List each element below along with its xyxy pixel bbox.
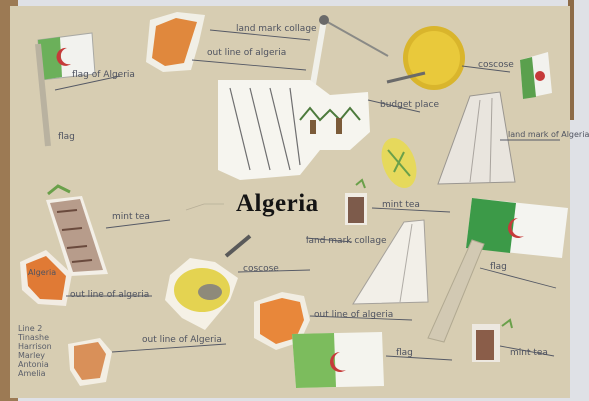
label-land-mark-collage-mid: land mark collage xyxy=(306,236,387,246)
small-flag-top-right xyxy=(520,52,552,99)
label-budget-place: budget place xyxy=(380,100,439,110)
label-outline-bottom: out line of Algeria xyxy=(142,335,222,345)
landmark-grey-drawing xyxy=(312,15,388,90)
mint-tea-cup-bottom xyxy=(472,320,512,362)
monument-cutout-center xyxy=(218,80,370,180)
label-flag-small: flag xyxy=(58,132,75,142)
algeria-flag-top-left-cutout xyxy=(38,33,95,146)
label-coscose-mid: coscose xyxy=(243,264,279,274)
student-names xyxy=(18,324,52,378)
label-mint-tea-mid: mint tea xyxy=(382,200,420,210)
poster-title: Algeria xyxy=(236,190,319,217)
orange-outline-top-cutout xyxy=(146,12,205,72)
label-outline-left: out line of algeria xyxy=(70,290,150,300)
name-item: Amelia xyxy=(18,369,46,378)
label-landmark-collage: land mark collage xyxy=(236,24,317,34)
name-item: Harrison xyxy=(18,342,52,351)
algeria-flag-bottom-cutout xyxy=(292,332,384,388)
label-outline-top: out line of algeria xyxy=(207,48,287,58)
label-flag-right: flag xyxy=(490,262,507,272)
names-heading: Line 2 xyxy=(18,324,43,333)
label-mint-tea-bottom: mint tea xyxy=(510,348,548,358)
label-algeria-small: Algeria xyxy=(28,268,57,277)
mint-tea-cup-mid xyxy=(345,180,367,225)
label-mint-tea-left: mint tea xyxy=(112,212,150,222)
name-item: Tinashe xyxy=(18,333,49,342)
couscous-top-cutout xyxy=(387,26,465,90)
label-flag-of-algeria: flag of Algeria xyxy=(72,70,135,80)
label-coscose-top: coscose xyxy=(478,60,514,70)
label-land-mark-of-algeria: land mark of Algeria xyxy=(508,130,589,139)
leaf-cutout xyxy=(375,133,423,193)
name-item: Antonia xyxy=(18,360,49,369)
couscous-plate-center xyxy=(165,236,250,330)
label-outline-mid: out line of algeria xyxy=(314,310,394,320)
tower-cutout-right xyxy=(438,92,515,184)
faint-erased-pencil xyxy=(186,204,224,210)
tower-cutout-center-right xyxy=(353,220,428,304)
orange-outline-bottom-left-cutout xyxy=(68,338,112,386)
orange-outline-left-cutout xyxy=(20,250,72,306)
name-item: Marley xyxy=(18,351,45,360)
label-flag-bottom: flag xyxy=(396,348,413,358)
